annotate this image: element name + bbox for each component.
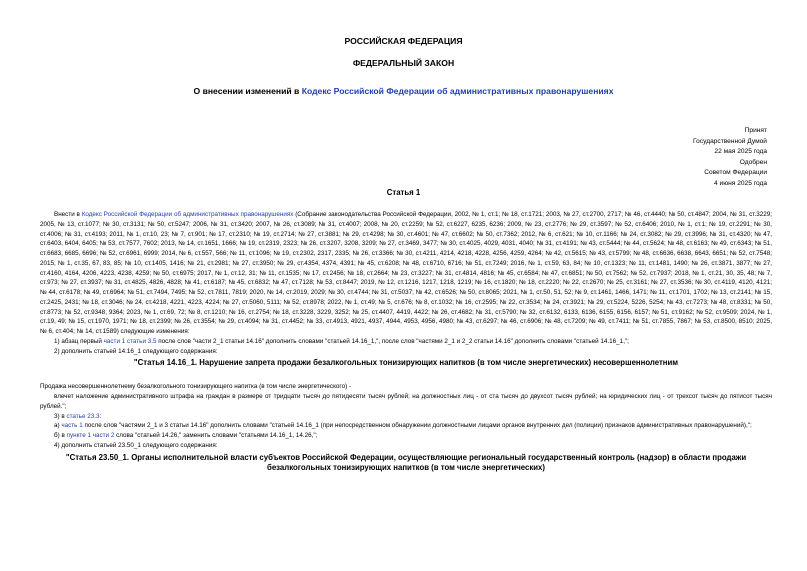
item-3b-link[interactable]: пункте 1 части 2 [66, 432, 115, 439]
item-3 [40, 412, 772, 422]
item-3-prefix: 3) в [54, 412, 67, 420]
spacer [40, 368, 772, 382]
article-14-16-1-sanction: влечет наложение административного штрафа на граждан в размере от тридцати тысяч до пятидесяти тысяч рублей; на должностных лиц - от ста тысяч до двухсот тысяч рублей; на юридических лиц - от трехсот тысяч до пятисот тысяч рублей."; [40, 393, 772, 410]
item-1-text: после слов "части 2_1 статьи 14.16" дополнить словами "статьей 14.16_1,", после слов "частями 2_1 и 2_2 статьи 14.16" дополнить словами "статьей 14.16_1,"; [156, 337, 629, 345]
item-3b-prefix: б) в [54, 432, 67, 439]
article-heading: Статья 1 [386, 188, 421, 197]
item-3a [40, 421, 772, 431]
adopted-by: Государственной Думой [693, 137, 767, 145]
intro-citations: (Собрание законодательства Российской Федерации, 2002, № 1, ст.1; № 18, ст.1721; 2003, № 27, ст.2700, 2717; № 46, ст.4440; № 50, ст.4847; 2004, № 31, ст.3229; 2005, № 13, ст.1077; № 30, ст.3131; № 50, ст.5247; 2006, № 31, ст.3420; 2007, № 26, ст.3089; № 31, ст.4007; 2008, № 20, ст.2259; № 52, ст.6227, 6235, 6236; 2009, № 23, ст.2776; № 29, ст.3597; № 52, ст.6406; 2010, № 1, ст.1; № 19, ст.2291; № 30, ст.4006; № 31, ст.4193; 2011, № 1, ст.10, 23; № 7, ст.901; № 17, ст.2310; № 19, ст.2714; № 27, ст.3881; № 29, ст.4298; № 30, ст.4601; № 47, ст.6602; № 50, ст.7362; 2012, № 6, ст.621; № 10, ст.1166; № 24, ст.3082; № 29, ст.3996; № 31, ст.4320; № 47, ст.6403, 6404, 6405; № 53, ст.7577, 7602; 2013, № 14, ст.1651, 1666; № 19, ст.2319, 2323; № 26, ст.3207, 3208, 3209; № 27, ст.3469, 3477; № 30, ст.4025, 4029, 4031, 4040; № 31, ст.4191; № 43, ст.5444; № 44, ст.5624; № 48, ст.6163; № 49, ст.6343; № 51, ст.6683, 6685, 6696; № 52, ст.6961, 6999; 2014, № 6, ст.557, 566; № 11, ст.1096; № 19, ст.2302, 2317, 2335; № 26, ст.3366; № 30, ст.4211, 4214, 4218, 4228, 4256, 4259, 4264; № 42, ст.5615; № 43, ст.5799; № 48, ст.6636, 6638, 6643, 6651; № 52, ст.7548; 2015, № 1, ст.35, 67, 83, 85; № 10, ст.1405, 1416; № 21, ст.2981; № 27, ст.3950; № 29, ст.4354, 4374, 4391; № 45, ст.6208; № 48, ст.6710, 6716; № 51, ст.7249; 2016, № 1, ст.59, 63, 84; № 10, ст.1323; № 11, ст.1481, 1490; № 26, ст.3871, 3877; № 27, ст.4160, 4164, 4206, 4223, 4238, 4259; № 50, ст.6975; 2017, № 1, ст.12, 31; № 11, ст.1535; № 17, ст.2456; № 18, ст.2664; № 23, ст.3227; № 31, ст.4814, 4816; № 45, ст.6584; № 47, ст.6851; № 50, ст.7562; № 52, ст.7937; 2018, № 1, ст.21, 30, 35, 48; № 7, ст.973; № 27, ст.3937; № 31, ст.4825, 4826, 4828; № 41, ст.6187; № 45, ст.6832; № 47, ст.7128; № 53, ст.8447; 2019, № 12, ст.1216, 1217, 1218, 1219; № 16, ст.1820; № 18, ст.2220; № 22, ст.2670; № 25, ст.3161; № 27, ст.3536; № 30, ст.4119, 4120, 4121; № 44, ст.6178; № 49, ст.6964; № 51, ст.7494, 7495; № 52, ст.7811, 7819; 2020, № 14, ст.2019, 2029; № 30, ст.4744; № 31, ст.5037; № 42, ст.6526; № 50, ст.8065; 2021, № 1, ст.50, 51, 52; № 9, ст.1461, 1466, 1471; № 11, ст.1701, 1702; № 13, ст.2141; № 15, ст.2425, 2431; № 18, ст.3046; № 24, ст.4218, 4221, 4223, 4224; № 27, ст.5060, 5111; № 52, ст.8978; 2022, № 1, ст.49; № 5, ст.676; № 8, ст.1032; № 16, ст.2595; № 22, ст.3534; № 24, ст.3921; № 29, ст.5224, 5226, 5254; № 43, ст.7273; № 48, ст.8331; № 50, ст.8773; № 52, ст.9348, 9364; 2023, № 1, ст.69, 72; № 8, ст.1210; № 16, ст.2754; № 18, ст.3228, 3229, 3252; № 25, ст.4407, 4419, 4422; № 26, ст.4682; № 31, ст.5790; № 32, ст.6132, 6133, 6136, 6155, 6156, 6157; № 51, ст.9162; № 52, ст.9509; 2024, № 1, ст.19, 49; № 15, ст.1970, 1971; № 18, ст.2399; № 26, ст.3554; № 29, ст.4094; № 31, ст.4452; № 33, ст.4913, 4921, 4937, 4944, 4953, 4956, 4980; № 43, ст.6297; № 46, ст.6906; № 48, ст.7209; № 49, ст.7411; № 51, ст.7855, 7867; № 53, ст.8500, 8510; 2025, № 6, ст.404; № 14, ст.1589) следующие изменения: [40, 211, 772, 335]
approved-by: Советом Федерации [704, 169, 767, 177]
item-1 [40, 337, 772, 347]
code-link[interactable]: Кодекс Российской Федерации об административных правонарушениях [301, 86, 614, 96]
article-body [40, 210, 772, 473]
item-1-prefix: 1) абзац первый [54, 337, 104, 345]
article-14-16-1-title: "Статья 14.16_1. Нарушение запрета продажи безалкогольных тонизирующих напитков (в том числе энергетических) несовершеннолетним [133, 358, 679, 368]
federation-heading: РОССИЙСКАЯ ФЕДЕРАЦИЯ [344, 36, 463, 46]
adopted-label: Принят [744, 127, 767, 134]
item-1-link[interactable]: части 1 статьи 3.5 [103, 337, 157, 345]
item-3a-text: после слов "частями 2_1 и 3 статьи 14.16" дополнить словами "статьей 14.16_1 (при непосредственном обнаружении должностными лицами органов внутренних дел (полиции) признаков административных правонарушений),"; [82, 422, 752, 430]
intro-prefix: Внести в [54, 211, 82, 218]
approved-date: 4 июня 2025 года [714, 179, 767, 187]
item-3b [40, 431, 772, 441]
article-14-16-1-disposition: Продажа несовершеннолетнему безалкогольного тонизирующего напитка (в том числе энергетического) - [40, 383, 352, 391]
law-title [0, 86, 807, 96]
approved-label: Одобрен [739, 158, 767, 166]
item-3b-text: слова "статьей 14.26," заменить словами "статьями 14.16_1, 14.26,"; [114, 432, 318, 439]
item-4: 4) дополнить статьей 23.50_1 следующего содержания: [54, 441, 218, 449]
article-23-50-1-title: "Статья 23.50_1. Органы исполнительной власти субъектов Российской Федерации, осуществляющие региональный государственный контроль (надзор) в области продажи безалкогольных тонизирующих напитков (в том числе энергетических) [65, 452, 747, 472]
law-type-heading: ФЕДЕРАЛЬНЫЙ ЗАКОН [352, 58, 455, 68]
item-2: 2) дополнить статьей 14.16_1 следующего содержания: [54, 347, 218, 355]
item-3a-link[interactable]: часть 1 [61, 422, 83, 430]
item-3-suffix: : [99, 412, 102, 420]
item-3-link[interactable]: статье 23.3 [66, 412, 100, 420]
adopted-date: 22 мая 2025 года [714, 148, 767, 156]
adoption-block [547, 126, 767, 190]
item-3a-prefix: а) [54, 422, 62, 430]
intro-code-link[interactable]: Кодекс Российской Федерации об административных правонарушениях [81, 211, 294, 218]
intro-paragraph [40, 210, 772, 337]
law-title-prefix: О внесении изменений в [193, 86, 302, 96]
